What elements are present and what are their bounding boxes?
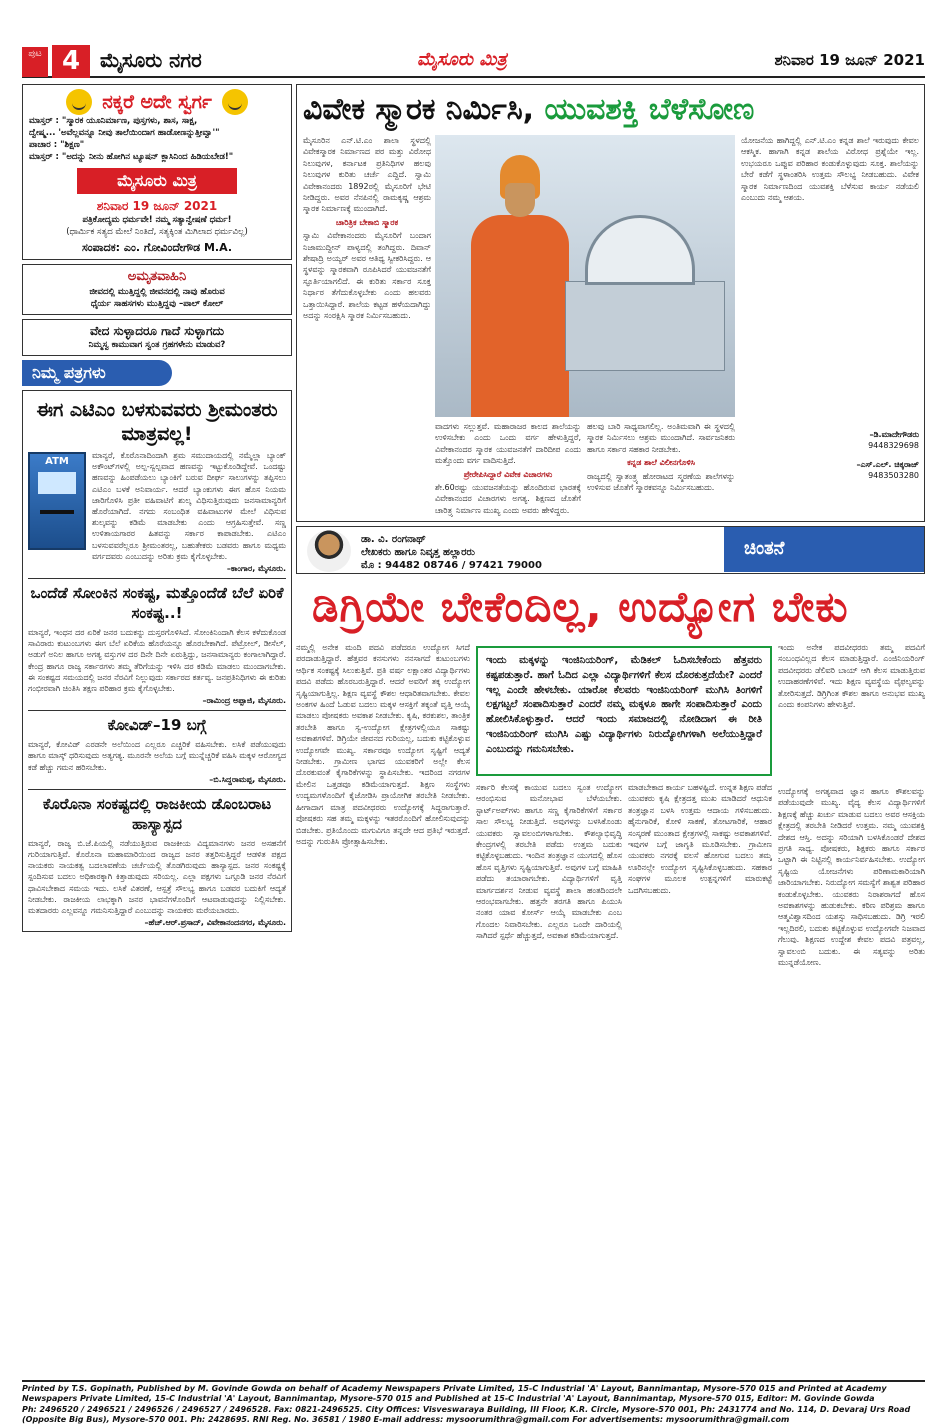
- issue-date: ಶನಿವಾರ 19 ಜೂನ್ 2021: [774, 51, 925, 69]
- amrutavahini-box: [22, 264, 292, 315]
- article-headline: ವಿವೇಕ ಸ್ಮಾರಕ ನಿರ್ಮಿಸಿ, ಯುವಶಕ್ತಿ ಬೆಳೆಸೋಣ: [303, 92, 755, 127]
- article-subhead: ಪ್ರೇರೇಪಿಸಿದ್ದಾರೆ ವಿವೇಕ ವಿಚಾರಗಳು: [463, 469, 553, 479]
- letter-body: ಮಾನ್ಯರೆ, ಕೊರೊನಾದಿಂದಾಗಿ ಶ್ರಮ ಸಮುದಾಯದಲ್ಲಿ ನಮ್ಮೆಲ್ಲಾ ಬ್ಯಾಂಕ್ ಅಕೌಂಟ್‌ಗಳಲ್ಲಿ ಅಲ್ಪ-ಸ್ವಲ್ಪವಾದ ಹಣವನ್ನು ಇಟ್ಟುಕೊಂಡಿದ್ದೇವೆ. ಒಂದಷ್ಟು ಹಣವನ್ನು ಹಿಂಪಡೆಯಲು ಬ್ಯಾಂಕಿಗೆ ಬರುವ ದೀರ್ಘ ಸಾಲುಗಳನ್ನು ತಪ್ಪಿಸಲು ಎಟಿಎಂ ಬಳಕೆ ಅನಿವಾರ್ಯ. ಆದರೆ ಬ್ಯಾಂಕುಗಳು ಈಗ ಹೊಸ ನಿಯಮ ಜಾರಿಗೊಳಿಸಿ ಪ್ರತೀ ವಹಿವಾಟಿಗೆ ಶುಲ್ಕ ವಿಧಿಸುತ್ತಿರುವುದು ಜನಸಾಮಾನ್ಯರಿಗೆ ಹೊರೆಯಾಗಿದೆ. ನಗದು ಸಂಬಂಧಿತ ವಹಿವಾಟುಗಳ ಮೇಲೆ ವಿಧಿಸುವ ಶುಲ್ಕವನ್ನು ಕಡಿಮೆ ಮಾಡಬೇಕು ಎಂದು ಆಗ್ರಹಿಸುತ್ತೇವೆ. ಸಣ್ಣ ಉಳಿತಾಯಗಾರರ ಹಿತವನ್ನು ಸರ್ಕಾರ ಕಾಪಾಡಬೇಕು. ಎಟಿಎಂ ಬಳಸುವವರೆಲ್ಲರೂ ಶ್ರೀಮಂತರಲ್ಲ, ಬಹುತೇಕರು ಬಡವರು ಹಾಗೂ ಮಧ್ಯಮ ವರ್ಗದವರು ಎಂಬುದನ್ನು ಅರಿತು ಕ್ರಮ ಕೈಗೊಳ್ಳಬೇಕು.: [92, 451, 286, 561]
- letter-body: ಮಾನ್ಯರೆ, ರಾಜ್ಯ ಬಿ.ಜೆ.ಪಿಯಲ್ಲಿ ನಡೆಯುತ್ತಿರುವ ರಾಜಕೀಯ ವಿದ್ಯಮಾನಗಳು ಜನರ ಅಸಹನೆಗೆ ಗುರಿಯಾಗುತ್ತಿವೆ. ಕೊರೊನಾ ಮಹಾಮಾರಿಯಿಂದ ರಾಜ್ಯದ ಜನರ ತತ್ತರಿಸುತ್ತಿದ್ದರೆ ಆಡಳಿತ ಪಕ್ಷದ ನಾಯಕರು ನಾಯಕತ್ವ ಬದಲಾವಣೆಯ ಚರ್ಚೆಯಲ್ಲಿ ತೊಡಗಿರುವುದು ಹಾಸ್ಯಾಸ್ಪದ. ಜನರ ಸಂಕಷ್ಟಕ್ಕೆ ಸ್ಪಂದಿಸುವ ಬದಲು ಅಧಿಕಾರಕ್ಕಾಗಿ ಕಿತ್ತಾಡುವುದು ಸರಿಯಲ್ಲ. ಎಲ್ಲಾ ಪಕ್ಷಗಳು ಒಗ್ಗೂಡಿ ಜನರ ನೆರವಿಗೆ ಧಾವಿಸಬೇಕಾದ ಸಮಯ ಇದು. ಲಸಿಕೆ ವಿತರಣೆ, ಆಸ್ಪತ್ರೆ ಸೌಲಭ್ಯ ಹಾಗೂ ಬಡವರ ಬದುಕಿಗೆ ಆದ್ಯತೆ ನೀಡಬೇಕು. ರಾಜಕೀಯ ಲಾಭಕ್ಕಾಗಿ ಜನರ ಭಾವನೆಗಳೊಂದಿಗೆ ಆಟವಾಡುವುದನ್ನು ನಿಲ್ಲಿಸಬೇಕು. ಮತದಾರರು ಎಲ್ಲವನ್ನೂ ಗಮನಿಸುತ್ತಿದ್ದಾರೆ ಎಂಬುದನ್ನು ನಾಯಕರು ಮರೆಯಬಾರದು.: [28, 838, 286, 916]
- phone: 9483503280: [868, 471, 919, 480]
- motto-line: (ಧಾರ್ಮಿಕ ಸತ್ಯದ ಮೇಲೆ ನಿಂತಿದೆ, ಸತ್ಯಕ್ಕಿಂತ ಮಿಗಿಲಾದ ಧರ್ಮವಿಲ್ಲ): [66, 227, 248, 237]
- article-signatures: [741, 429, 919, 481]
- smiley-icon: [66, 89, 92, 115]
- atm-machine-image: [28, 452, 86, 550]
- phone: 9448329698: [868, 441, 919, 450]
- nakkare-box: [22, 84, 292, 260]
- letter-signature: –ಕಾಂಗಾರ, ಮೈಸೂರು.: [226, 564, 286, 574]
- divider: [28, 578, 286, 579]
- motto-line: ಪತ್ರಿಕೋದ್ಯಮ ಧರ್ಮವೇ! ನಮ್ಮ ಸತ್ಯಾನ್ವೇಷಣೆ ಧರ್ಮ!: [82, 215, 232, 225]
- mini-masthead: ಮೈಸೂರು ಮಿತ್ರ: [77, 168, 237, 194]
- masthead: ಮೈಸೂರು ಮಿತ್ರ: [417, 49, 507, 70]
- opinion-column: ಇಂದು ಅನೇಕ ಪದವೀಧರರು ತಮ್ಮ ಪದವಿಗೆ ಸಂಬಂಧವಿಲ್ಲದ ಕೆಲಸ ಮಾಡುತ್ತಿದ್ದಾರೆ. ಎಂಜಿನಿಯರಿಂಗ್ ಪದವೀಧರರು ಡೆಲಿವರಿ ಬಾಯ್ ಆಗಿ ಕೆಲಸ ಮಾಡುತ್ತಿರುವ ಉದಾಹರಣೆಗಳಿವೆ. ಇದು ಶಿಕ್ಷಣ ವ್ಯವಸ್ಥೆಯ ವೈಫಲ್ಯವನ್ನು ತೋರಿಸುತ್ತದೆ. ಡಿಗ್ರಿಗಿಂತ ಕೌಶಲ ಹಾಗೂ ಅನುಭವ ಮುಖ್ಯ ಎಂದು ಕಂಪನಿಗಳು ಹೇಳುತ್ತಿವೆ.: [778, 643, 925, 710]
- nakkare-line: ಮಾಸ್ತರ್ : "ಅದನ್ನು ನೀನು ಹೋಗಿನ ಟ್ಯೂಷನ್ ಕ್ಲಾಸಿನಿಂದ ಹಿಡಿಯಬೇಡ!": [29, 152, 234, 162]
- top-article: [296, 84, 925, 522]
- section-name: ಮೈಸೂರು ನಗರ: [100, 48, 202, 72]
- article-column: ಮೈಸೂರಿನ ಎನ್.ಟಿ.ಎಂ ಶಾಲಾ ಸ್ಥಳದಲ್ಲಿ ವಿವೇಕಸ್ಮಾರಕ ನಿರ್ಮಾಣದ ಪರ ಮತ್ತು ವಿರೋಧ ನಿಲುವುಗಳ, ಕರ್ನಾಟಕ ಪ್ರತಿನಿಧಿಗಳ ಹಲವು ನಿಲುವುಗಳ ಕುರಿತು ಚರ್ಚೆ ಎದ್ದಿದೆ. ಸ್ವಾಮಿ ವಿವೇಕಾನಂದರು 1892ರಲ್ಲಿ ಮೈಸೂರಿಗೆ ಭೇಟಿ ನೀಡಿದ್ದರು. ಅವರ ನೆನಪಿನಲ್ಲಿ ರಾಮಕೃಷ್ಣ ಆಶ್ರಮ ಸ್ಮಾರಕ ನಿರ್ಮಾಣಕ್ಕೆ ಮುಂದಾಗಿದೆ. ಚಾರಿತ್ರಿಕ ಬೇಕಾಬಿ ಸ್ಮಾರಕ ಸ್ವಾಮಿ ವಿವೇಕಾನಂದರು ಮೈಸೂರಿಗೆ ಬಂದಾಗ ನಿಜಾಮುದ್ದೀನ್ ಪಾಳ್ಯದಲ್ಲಿ ತಂಗಿದ್ದರು. ದಿವಾನ್ ಶೇಷಾದ್ರಿ ಅಯ್ಯರ್ ಅವರ ಆತಿಥ್ಯ ಸ್ವೀಕರಿಸಿದ್ದರು. ಆ ಸ್ಥಳವನ್ನು ಸ್ಮಾರಕವಾಗಿ ರೂಪಿಸಿದರೆ ಯುವಜನತೆಗೆ ಸ್ಫೂರ್ತಿಯಾಗಲಿದೆ. ಈ ಕುರಿತು ಸರ್ಕಾರ ಸೂಕ್ತ ನಿರ್ಧಾರ ತೆಗೆದುಕೊಳ್ಳಬೇಕು ಎಂದು ಹಲವರು ಒತ್ತಾಯಿಸಿದ್ದಾರೆ. ಶಾಲೆಯ ಕಟ್ಟಡ ಹಳೆಯದಾಗಿದ್ದು ಅದನ್ನು ಸಂರಕ್ಷಿಸಿ ಸ್ಮಾರಕ ನಿರ್ಮಿಸಬಹುದು.: [303, 136, 431, 321]
- amrut-title: ಅಮೃತವಾಹಿನಿ: [127, 269, 187, 284]
- page-label: ಪುಟ: [22, 47, 48, 77]
- author-strip: [296, 526, 925, 574]
- letters-section-title: ನಿಮ್ಮ ಪತ್ರಗಳು: [22, 360, 172, 386]
- nakkare-title: ನಕ್ಕರೆ ಅದೇ ಸ್ವರ್ಗ: [29, 89, 285, 115]
- author-photo: [307, 530, 351, 572]
- letter-title: ಕೋವಿಡ್–19 ಬಗ್ಗೆ: [107, 716, 207, 735]
- letter-title: ಈಗ ಎಟಿಎಂ ಬಳಸುವವರು ಶ್ರೀಮಂತರು ಮಾತ್ರವಲ್ಲ!: [36, 399, 278, 445]
- imprint-footer: [22, 1380, 925, 1422]
- letter-signature: –ರಾಮಿಂದ್ರ ಅಪ್ಪಾಜಿ, ಮೈಸೂರು.: [202, 696, 286, 706]
- nakkare-line: ಪಾಚಾರ : "ಶಿಕ್ಷಣ": [29, 140, 85, 150]
- author-info: ಡಾ. ವಿ. ರಂಗನಾಥ್ ಲೇಖಕರು ಹಾಗೂ ನಿವೃತ್ತ ಹಲ್ಲಾರರು ಮೊ : 94482 08746 / 97421 79000: [361, 534, 542, 571]
- proverb-line: ನಿಮ್ಮಸ್ವ ಕಾಮುವಾಗ ಸ್ವಂತ ಗ್ರಹಗಳೇನು ಮಾಡುವ?: [88, 340, 226, 350]
- nakkare-line: ದ್ವೇಷ್ಮ... 'ಅವೆಲ್ಲವನ್ನೂ ನೀವು ತಾಲೆಯಿಂದಾಗ ಹಾಡೋಣನ್ನುತ್ತೀವ್ವಾ'": [29, 128, 220, 138]
- letter-signature: –ಬಿ.ಸಿದ್ದರಾಮಪ್ಪ, ಮೈಸೂರು.: [209, 774, 286, 784]
- proverb-box: [22, 319, 292, 356]
- divider: [28, 789, 286, 790]
- atm-slot: [40, 510, 74, 514]
- nakkare-line: ಮಾಸ್ತರ್ : "ಸ್ಮಾರಕ ಯೂನಿರ್ಮಾಣ, ಪುಸ್ತಗಳು, ಶಾಸ, ಸಾಕ್ಷ,: [29, 116, 198, 126]
- mini-date: ಶನಿವಾರ 19 ಜೂನ್ 2021: [96, 199, 218, 213]
- letters-box: [22, 390, 292, 932]
- imprint-line: (Opposite Big Bus), Mysore-570 001. Ph: 2428695. RNI Reg. No. 36581 / 1980 E-mail address: mysoorumithra@gmail.com For advertisements: mysoorumithra@gmail.com: [22, 1414, 790, 1424]
- imprint-line: Ph: 2496520 / 2496521 / 2496526 / 2496527 / 2496528. Fax: 0821-2496525. City Offices: Visveswaraya Building, III Floor, K.R. Circle, Mysore-570 001, Ph: 2431774 and No. 114, D. Devaraj Urs Road: [22, 1404, 911, 1414]
- atm-screen: [38, 472, 76, 494]
- opinion-column: ಸರ್ಕಾರಿ ಕೆಲಸಕ್ಕೆ ಕಾಯುವ ಬದಲು ಸ್ವಂತ ಉದ್ಯೋಗ ಆರಂಭಿಸುವ ಮನೋಭಾವ ಬೆಳೆಯಬೇಕು. ಸ್ಟಾರ್ಟ್‌ಅಪ್‌ಗಳು ಹಾಗೂ ಸಣ್ಣ ಕೈಗಾರಿಕೆಗಳಿಗೆ ಸರ್ಕಾರ ಸಾಲ ಸೌಲಭ್ಯ ನೀಡುತ್ತಿದೆ. ಅವುಗಳನ್ನು ಬಳಸಿಕೊಂಡು ಯುವಕರು ಸ್ವಾವಲಂಬಿಗಳಾಗಬೇಕು. ಕೌಶಲ್ಯಾಭಿವೃದ್ಧಿ ಕೇಂದ್ರಗಳಲ್ಲಿ ತರಬೇತಿ ಪಡೆದು ಉತ್ತಮ ಬದುಕು ಕಟ್ಟಿಕೊಳ್ಳಬಹುದು. ಇಂದಿನ ತಂತ್ರಜ್ಞಾನ ಯುಗದಲ್ಲಿ ಹೊಸ ಹೊಸ ವೃತ್ತಿಗಳು ಸೃಷ್ಟಿಯಾಗುತ್ತಿವೆ. ಅವುಗಳ ಬಗ್ಗೆ ಮಾಹಿತಿ ಪಡೆದು ತಯಾರಾಗಬೇಕು. ವಿದ್ಯಾರ್ಥಿಗಳಿಗೆ ವೃತ್ತಿ ಮಾರ್ಗದರ್ಶನ ನೀಡುವ ವ್ಯವಸ್ಥೆ ಶಾಲಾ ಹಂತದಿಂದಲೇ ಆರಂಭವಾಗಬೇಕು. ಹತ್ತನೇ ತರಗತಿ ಹಾಗೂ ಪಿಯುಸಿ ನಂತರ ಯಾವ ಕೋರ್ಸ್ ಆಯ್ಕೆ ಮಾಡಬೇಕು ಎಂಬ ಗೊಂದಲ ನಿವಾರಿಸಬೇಕು. ಎಲ್ಲರೂ ಒಂದೇ ದಾರಿಯಲ್ಲಿ ಸಾಗಿದರೆ ಸ್ಪರ್ಧೆ ಹೆಚ್ಚುತ್ತದೆ, ಅವಕಾಶ ಕಡಿಮೆಯಾಗುತ್ತದೆ.: [476, 783, 622, 941]
- opinion-headline: ಡಿಗ್ರಿಯೇ ಬೇಕೆಂದಿಲ್ಲ, ಉದ್ಯೋಗ ಬೇಕು: [312, 582, 849, 631]
- divider: [28, 710, 286, 711]
- vivekananda-figure: [465, 155, 575, 417]
- letter-title: ಒಂದೆಡೆ ಸೋಂಕಿನ ಸಂಕಷ್ಟ, ಮತ್ತೊಂದೆಡೆ ಬೆಲೆ ಏರಿಕೆ ಸಂಕಷ್ಟ..!: [30, 584, 284, 623]
- signature: –ಡಿ.ಮಾದೇಗೌಡರು: [869, 430, 919, 439]
- imprint-line: Newspapers Private Limited, 15-C Industrial 'A' Layout, Bannimantap, Mysore-570 015 and Published at 15-C Industrial 'A' Layout, Bannimantap, Mysore-570 015, Editor: M. Govinde Gowda: [22, 1394, 875, 1404]
- left-column: [22, 84, 292, 1376]
- article-column: ಯೋಜನೆಯ ಹಾಗಿದ್ದಲ್ಲಿ ಎನ್.ಟಿ.ಎಂ ಕನ್ನಡ ಶಾಲೆ ಇರುವುದು ಕೇವಲ ಆಕಸ್ಮಿಕ. ಹಾಗಾಗಿ ಕನ್ನಡ ಶಾಲೆಯ ವಿರೋಧ ಪ್ರಶ್ನೆಯೇ ಇಲ್ಲ. ಉಭಯರೂ ಒಪ್ಪುವ ಪರಿಹಾರ ಕಂಡುಕೊಳ್ಳುವುದು ಸೂಕ್ತ. ಶಾಲೆಯನ್ನು ಬೇರೆ ಕಡೆಗೆ ಸ್ಥಳಾಂತರಿಸಿ ಉತ್ತಮ ಸೌಲಭ್ಯ ನೀಡಬಹುದು. ವಿವೇಕ ಸ್ಮಾರಕ ನಿರ್ಮಾಣದಿಂದ ಯುವಶಕ್ತಿ ಬೆಳೆಸುವ ಕಾರ್ಯ ನಡೆಯಲಿ ಎಂಬುದು ನಮ್ಮ ಆಶಯ.: [741, 136, 919, 203]
- article-column: ವಾದಗಳು ಸಲ್ಲುತ್ತವೆ. ಮಹಾರಾಜರ ಕಾಲದ ಶಾಲೆಯನ್ನು ಉಳಿಸಬೇಕು ಎಂದು ಒಂದು ವರ್ಗ ಹೇಳುತ್ತಿದ್ದರೆ, ವಿವೇಕಾನಂದರ ಸ್ಮಾರಕ ಯುವಜನತೆಗೆ ದಾರಿದೀಪ ಎಂದು ಮತ್ತೊಂದು ವರ್ಗ ವಾದಿಸುತ್ತಿದೆ. ಪ್ರೇರೇಪಿಸಿದ್ದಾರೆ ವಿವೇಕ ವಿಚಾರಗಳು ಶೇ.60ರಷ್ಟು ಯುವಜನತೆಯನ್ನು ಹೊಂದಿರುವ ಭಾರತಕ್ಕೆ ವಿವೇಕಾನಂದರ ವಿಚಾರಗಳು ಅಗತ್ಯ. ಶಿಕ್ಷಣದ ಜೊತೆಗೆ ಚಾರಿತ್ರ್ಯ ನಿರ್ಮಾಣ ಮುಖ್ಯ ಎಂದು ಅವರು ಹೇಳಿದ್ದರು.: [435, 422, 581, 515]
- proverb-title: ವೇದ ಸುಳ್ಳಾದರೂ ಗಾದೆ ಸುಳ್ಳಾಗದು: [89, 324, 225, 338]
- amrut-line: ಧೈರ್ಯ ಸಾಹಸಗಳು ಮುತ್ತಿದ್ದವು –ಪಾಲ್ ಕೋಲ್: [90, 299, 224, 309]
- letter-title: ಕೊರೊನಾ ಸಂಕಷ್ಟದಲ್ಲಿ ರಾಜಕೀಯ ಡೊಂಬರಾಟ ಹಾಸ್ಯಾಸ್ಪದ: [42, 794, 272, 833]
- memorial-building-model: [565, 205, 725, 375]
- pull-quote: ಇಂದು ಮಕ್ಕಳನ್ನು ಇಂಜಿನಿಯರಿಂಗ್, ಮೆಡಿಕಲ್ ಓದಿಸಬೇಕೆಂದು ಹೆತ್ತವರು ಕಷ್ಟಪಡುತ್ತಾರೆ. ಹಾಗೆ ಓದಿದ ಎಲ್ಲಾ ವಿದ್ಯಾರ್ಥಿಗಳಿಗೆ ಕೆಲಸ ದೊರಕುತ್ತದೆಯೇ? ಎಂದರೆ ಇಲ್ಲ ಎಂದೇ ಹೇಳಬೇಕು. ಯಾರೋ ಕೆಲವರು ಇಂಜಿನಿಯರಿಂಗ್ ಮುಗಿಸಿ ತಿಂಗಳಿಗೆ ಲಕ್ಷಗಟ್ಟಲೆ ಸಂಪಾದಿಸುತ್ತಾರೆ ಎಂದರೆ ನಮ್ಮ ಮಕ್ಕಳೂ ಹಾಗೇ ಸಂಪಾದಿಸುತ್ತಾರೆ ಎಂದು ಹೋಲಿಸಿಕೊಳ್ಳುತ್ತಾರೆ. ಆದರೆ ಇಂದು ಸಮಾಜದಲ್ಲಿ ನೋಡಿದಾಗ ಈ ರೀತಿ ಇಂಜಿನಿಯರಿಂಗ್ ಮುಗಿಸಿ ಎಷ್ಟು ವಿದ್ಯಾರ್ಥಿಗಳು ನಿರುದ್ಯೋಗಿಗಳಾಗಿ ಅಲೆಯುತ್ತಿದ್ದಾರೆ ಎಂಬುದನ್ನು ಗಮನಿಸಬೇಕು.: [476, 646, 772, 776]
- page-header: [22, 45, 925, 78]
- column-section-label: ಚಿಂತನೆ: [724, 527, 924, 572]
- opinion-column: ಉದ್ಯೋಗಕ್ಕೆ ಅಗತ್ಯವಾದ ಜ್ಞಾನ ಹಾಗೂ ಕೌಶಲವನ್ನು ಪಡೆಯುವುದೇ ಮುಖ್ಯ. ವೈದ್ಯ ಕೆಲಸ ವಿದ್ಯಾರ್ಥಿಗಳಿಗೆ ಶಿಕ್ಷಣಕ್ಕೆ ಹೆಚ್ಚು ಖರ್ಚು ಮಾಡುವ ಬದಲು ಅವರ ಆಸಕ್ತಿಯ ಕ್ಷೇತ್ರದಲ್ಲಿ ತರಬೇತಿ ನೀಡಿದರೆ ಉತ್ತಮ. ನಮ್ಮ ಯುವಶಕ್ತಿ ದೇಶದ ಆಸ್ತಿ. ಅದನ್ನು ಸರಿಯಾಗಿ ಬಳಸಿಕೊಂಡರೆ ದೇಶದ ಪ್ರಗತಿ ಸಾಧ್ಯ. ಪೋಷಕರು, ಶಿಕ್ಷಕರು ಹಾಗೂ ಸರ್ಕಾರ ಒಟ್ಟಾಗಿ ಈ ನಿಟ್ಟಿನಲ್ಲಿ ಕಾರ್ಯನಿರ್ವಹಿಸಬೇಕು. ಉದ್ಯೋಗ ಸೃಷ್ಟಿಯ ಯೋಜನೆಗಳು ಪರಿಣಾಮಕಾರಿಯಾಗಿ ಜಾರಿಯಾಗಬೇಕು. ನಿರುದ್ಯೋಗ ಸಮಸ್ಯೆಗೆ ಶಾಶ್ವತ ಪರಿಹಾರ ಕಂಡುಕೊಳ್ಳಬೇಕು. ಯುವಕರು ನಿರಾಶರಾಗದೆ ಹೊಸ ಅವಕಾಶಗಳನ್ನು ಹುಡುಕಬೇಕು. ಕಠಿಣ ಪರಿಶ್ರಮ ಹಾಗೂ ಆತ್ಮವಿಶ್ವಾಸದಿಂದ ಯಶಸ್ಸು ಸಾಧಿಸಬಹುದು. ಡಿಗ್ರಿ ಇರಲಿ ಇಲ್ಲದಿರಲಿ, ಬದುಕು ಕಟ್ಟಿಕೊಳ್ಳುವ ಉದ್ಯೋಗವೇ ನಿಜವಾದ ಗೆಲುವು. ಶಿಕ್ಷಣದ ಉದ್ದೇಶ ಕೇವಲ ಪದವಿ ಪತ್ರವಲ್ಲ, ಸ್ವಾವಲಂಬಿ ಬದುಕು. ಈ ಸತ್ಯವನ್ನು ಅರಿತು ಮುನ್ನಡೆಯೋಣ.: [778, 787, 925, 968]
- letter-body: ಮಾನ್ಯರೆ, ಇಂಧನ ದರ ಏರಿಕೆ ಜನರ ಬದುಕನ್ನು ದುಸ್ತರಗೊಳಿಸಿದೆ. ಸೋಂಕಿನಿಂದಾಗಿ ಕೆಲಸ ಕಳೆದುಕೊಂಡ ಸಾವಿರಾರು ಕುಟುಂಬಗಳು ಈಗ ಬೆಲೆ ಏರಿಕೆಯ ಹೊರೆಯನ್ನೂ ಹೊರಬೇಕಾಗಿದೆ. ಪೆಟ್ರೋಲ್, ಡೀಸೆಲ್, ಅಡುಗೆ ಅನಿಲ ಹಾಗೂ ಅಗತ್ಯ ವಸ್ತುಗಳ ದರ ದಿನೇ ದಿನೇ ಏರುತ್ತಿದ್ದು, ಜನಸಾಮಾನ್ಯರು ಕಂಗಾಲಾಗಿದ್ದಾರೆ. ಕೇಂದ್ರ ಹಾಗೂ ರಾಜ್ಯ ಸರ್ಕಾರಗಳು ತಮ್ಮ ತೆರಿಗೆಯನ್ನು ಇಳಿಸಿ ದರ ಕಡಿಮೆ ಮಾಡಲು ಮುಂದಾಗಬೇಕು. ಈ ಸಂಕಷ್ಟದ ಸಮಯದಲ್ಲಿ ಜನರ ನೆರವಿಗೆ ನಿಲ್ಲುವುದು ಸರ್ಕಾರದ ಕರ್ತವ್ಯ. ಜನಪ್ರತಿನಿಧಿಗಳು ಈ ಕುರಿತು ಗಂಭೀರವಾಗಿ ಚಿಂತಿಸಿ ತಕ್ಷಣ ಪರಿಹಾರ ಕ್ರಮ ಕೈಗೊಳ್ಳಬೇಕು.: [28, 628, 286, 694]
- signature: –ಎಸ್.ಎಲ್. ಚಿಕ್ಕರಾಜ್: [856, 460, 919, 469]
- atm-label: ATM: [45, 456, 69, 467]
- letter-signature: –ಹೆಚ್.ಆರ್.ಪ್ರಸಾದ್, ವಿವೇಕಾನಂದನಗರ, ಮೈಸೂರು.: [144, 918, 286, 928]
- article-subhead: ಕನ್ನಡ ಶಾಲೆ ವಿಲೀನಗೊಳಿಸಿ: [627, 458, 695, 468]
- smiley-icon: [222, 89, 248, 115]
- editor-line: ಸಂಪಾದಕ: ಎಂ. ಗೋವಿಂದೇಗೌಡ M.A.: [81, 241, 233, 254]
- vivekananda-memorial-photo: [435, 135, 735, 417]
- amrut-line: ಜೀವದಲ್ಲಿ ಮುತ್ತಿದ್ದಲ್ಲಿ ಜೀವನದಲ್ಲಿ ನಾವು ಹೊರುವ: [89, 287, 225, 297]
- article-subhead: ಚಾರಿತ್ರಿಕ ಬೇಕಾಬಿ ಸ್ಮಾರಕ: [335, 217, 399, 227]
- imprint-line: Printed by T.S. Gopinath, Published by M. Govinde Gowda on behalf of Academy Newspapers Private Limited, 15-C Industrial 'A' Layout, Bannimantap, Mysore-570 015 and Printed at Academy: [22, 1384, 887, 1393]
- opinion-column: ಮಾಡಬೇಕಾದ ಕಾರ್ಯ ಬಹಳಷ್ಟಿದೆ. ಉನ್ನತ ಶಿಕ್ಷಣ ಪಡೆದ ಯುವಕರು ಕೃಷಿ ಕ್ಷೇತ್ರದತ್ತ ಮುಖ ಮಾಡಿದರೆ ಆಧುನಿಕ ತಂತ್ರಜ್ಞಾನ ಬಳಸಿ ಉತ್ತಮ ಆದಾಯ ಗಳಿಸಬಹುದು. ಹೈನುಗಾರಿಕೆ, ಕೋಳಿ ಸಾಕಣೆ, ತೋಟಗಾರಿಕೆ, ಆಹಾರ ಸಂಸ್ಕರಣೆ ಮುಂತಾದ ಕ್ಷೇತ್ರಗಳಲ್ಲಿ ಸಾಕಷ್ಟು ಅವಕಾಶಗಳಿವೆ. ಇವುಗಳ ಬಗ್ಗೆ ಜಾಗೃತಿ ಮೂಡಿಸಬೇಕು. ಗ್ರಾಮೀಣ ಯುವಕರು ನಗರಕ್ಕೆ ವಲಸೆ ಹೋಗುವ ಬದಲು ತಮ್ಮ ಊರಿನಲ್ಲೇ ಉದ್ಯೋಗ ಸೃಷ್ಟಿಸಿಕೊಳ್ಳಬಹುದು. ಸಹಕಾರ ಸಂಘಗಳ ಮೂಲಕ ಉತ್ಪನ್ನಗಳಿಗೆ ಮಾರುಕಟ್ಟೆ ಒದಗಿಸಬಹುದು.: [628, 783, 772, 895]
- page-number: 4: [52, 45, 90, 78]
- letter-body: ಮಾನ್ಯರೆ, ಕೋವಿಡ್ ಎರಡನೇ ಅಲೆಯಿಂದ ಎಲ್ಲರೂ ಎಚ್ಚರಿಕೆ ವಹಿಸಬೇಕು. ಲಸಿಕೆ ಪಡೆಯುವುದು ಹಾಗೂ ಮಾಸ್ಕ್ ಧರಿಸುವುದು ಅತ್ಯಗತ್ಯ. ಮೂರನೇ ಅಲೆಯ ಬಗ್ಗೆ ಮುನ್ನೆಚ್ಚರಿಕೆ ವಹಿಸಿ ಮಕ್ಕಳ ಆರೋಗ್ಯದ ಕಡೆ ಹೆಚ್ಚು ಗಮನ ಹರಿಸಬೇಕು.: [28, 740, 286, 772]
- opinion-column: ನಮ್ಮಲ್ಲಿ ಅನೇಕ ಮಂದಿ ಪದವಿ ಪಡೆದರೂ ಉದ್ಯೋಗ ಸಿಗದೆ ಪರದಾಡುತ್ತಿದ್ದಾರೆ. ಹೆತ್ತವರ ಕನಸುಗಳು ನನಸಾಗದೆ ಕುಟುಂಬಗಳು ಆರ್ಥಿಕ ಸಂಕಷ್ಟಕ್ಕೆ ಸಿಲುಕುತ್ತಿವೆ. ಪ್ರತಿ ವರ್ಷ ಲಕ್ಷಾಂತರ ವಿದ್ಯಾರ್ಥಿಗಳು ಪದವಿ ಪಡೆದು ಹೊರಬರುತ್ತಿದ್ದಾರೆ. ಆದರೆ ಅವರಿಗೆ ತಕ್ಕ ಉದ್ಯೋಗ ಸೃಷ್ಟಿಯಾಗುತ್ತಿಲ್ಲ. ಶಿಕ್ಷಣ ವ್ಯವಸ್ಥೆ ಕೌಶಲ ಆಧಾರಿತವಾಗಬೇಕು. ಕೇವಲ ಅಂಕಗಳ ಹಿಂದೆ ಓಡುವ ಬದಲು ಮಕ್ಕಳ ಆಸಕ್ತಿಗೆ ತಕ್ಕಂತೆ ವೃತ್ತಿ ಆಯ್ಕೆ ಮಾಡಲು ಪೋಷಕರು ಅವಕಾಶ ನೀಡಬೇಕು. ಕೃಷಿ, ಕರಕುಶಲ, ತಾಂತ್ರಿಕ ತರಬೇತಿ ಹಾಗೂ ಸ್ವ-ಉದ್ಯೋಗ ಕ್ಷೇತ್ರಗಳಲ್ಲಿಯೂ ಸಾಕಷ್ಟು ಅವಕಾಶಗಳಿವೆ. ಡಿಗ್ರಿಯೇ ಜೀವನದ ಗುರಿಯಲ್ಲ, ಬದುಕು ಕಟ್ಟಿಕೊಳ್ಳುವ ಉದ್ಯೋಗವೇ ಮುಖ್ಯ. ಸರ್ಕಾರವೂ ಉದ್ಯೋಗ ಸೃಷ್ಟಿಗೆ ಆದ್ಯತೆ ನೀಡಬೇಕು. ಗ್ರಾಮೀಣ ಭಾಗದ ಯುವಕರಿಗೆ ಅಲ್ಲೇ ಕೆಲಸ ದೊರಕುವಂತೆ ಕೈಗಾರಿಕೆಗಳನ್ನು ಸ್ಥಾಪಿಸಬೇಕು. ಇದರಿಂದ ನಗರಗಳ ಮೇಲಿನ ಒತ್ತಡವೂ ಕಡಿಮೆಯಾಗುತ್ತದೆ. ಶಿಕ್ಷಣ ಸಂಸ್ಥೆಗಳು ಉದ್ಯಮಗಳೊಂದಿಗೆ ಕೈಜೋಡಿಸಿ ಪ್ರಾಯೋಗಿಕ ತರಬೇತಿ ನೀಡಬೇಕು. ಹೀಗಾದಾಗ ಮಾತ್ರ ಪದವೀಧರರು ಉದ್ಯೋಗಕ್ಕೆ ಸಿದ್ಧರಾಗುತ್ತಾರೆ. ಪೋಷಕರು ಸಹ ತಮ್ಮ ಮಕ್ಕಳನ್ನು ಇತರರೊಂದಿಗೆ ಹೋಲಿಸುವುದನ್ನು ಬಿಡಬೇಕು. ಪ್ರತಿಯೊಂದು ಮಗುವಿಗೂ ತನ್ನದೇ ಆದ ಪ್ರತಿಭೆ ಇರುತ್ತದೆ. ಅದನ್ನು ಗುರುತಿಸಿ ಪ್ರೋತ್ಸಾಹಿಸಬೇಕು.: [296, 643, 470, 846]
- article-column: ಹಲವು ಬಾರಿ ಸಾಧ್ಯವಾಗಲಿಲ್ಲ. ಅಂತಿಮವಾಗಿ ಈ ಸ್ಥಳದಲ್ಲಿ ಸ್ಮಾರಕ ನಿರ್ಮಿಸಲು ಆಶ್ರಮ ಮುಂದಾಗಿದೆ. ಸಾರ್ವಜನಿಕರು ಹಾಗೂ ಸರ್ಕಾರ ಸಹಕಾರ ನೀಡಬೇಕು. ಕನ್ನಡ ಶಾಲೆ ವಿಲೀನಗೊಳಿಸಿ ರಾಜ್ಯದಲ್ಲಿ ಸ್ವಾತಂತ್ರ್ಯ ಹೋರಾಟದ ಸ್ಮರಣೆಯ ಶಾಲೆಗಳನ್ನು ಉಳಿಸುವ ಜೊತೆಗೆ ಸ್ಮಾರಕವನ್ನೂ ನಿರ್ಮಿಸಬಹುದು.: [587, 422, 735, 493]
